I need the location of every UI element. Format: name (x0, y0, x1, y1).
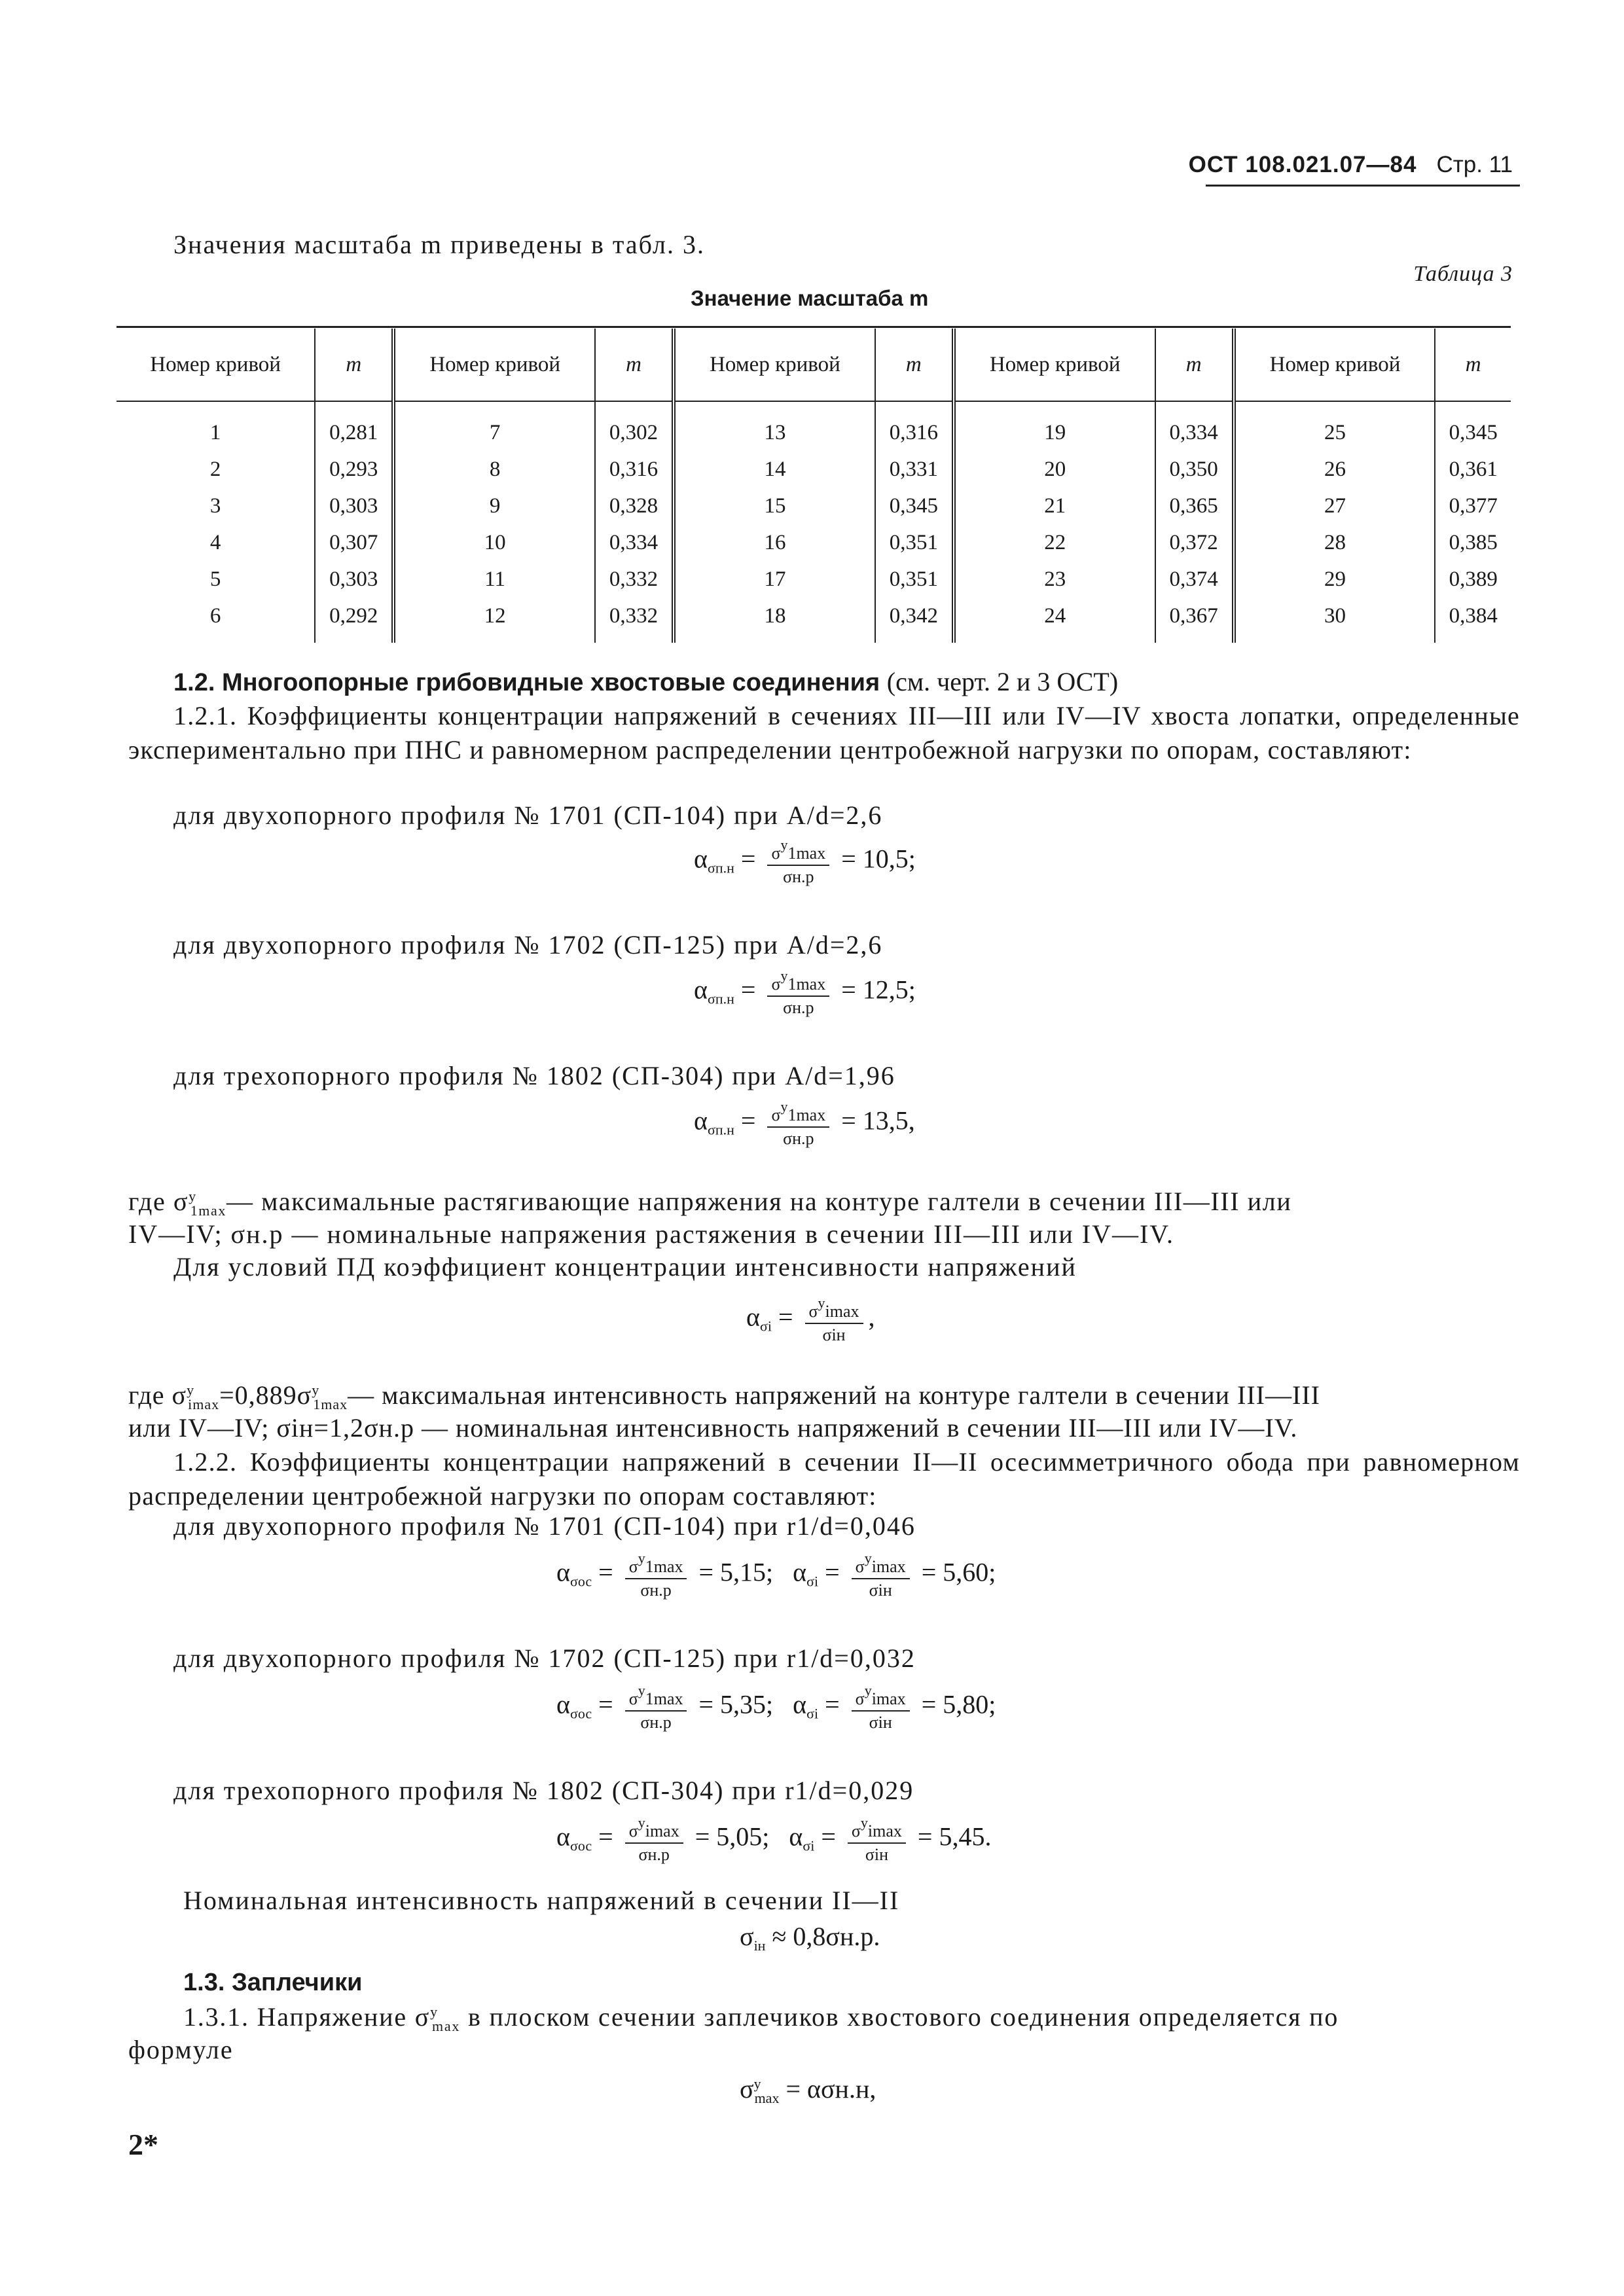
curve-number-cell: 5 (117, 561, 315, 598)
col-header-curve: Номер кривой (393, 329, 595, 401)
scale-value-cell: 0,334 (595, 524, 674, 561)
scale-value-cell: 0,303 (315, 561, 393, 598)
table-caption: Значение масштаба m (691, 286, 929, 310)
curve-number-cell: 29 (1234, 561, 1435, 598)
scale-value-cell: 0,281 (315, 401, 393, 451)
curve-number-cell: 8 (393, 451, 595, 488)
table-row (117, 524, 1511, 561)
profile-1802-line: для трехопорного профиля № 1802 (СП-304) при A/d=1,96 (173, 1061, 895, 1090)
header-rule (1206, 185, 1520, 187)
scale-value-cell: 0,374 (1155, 561, 1234, 598)
page-number: Стр. 11 (1436, 152, 1513, 177)
where-line-3: где $\sigma^y_{imax}=0,889\sigma^y_{1max}—$ максимальная интенсивность напряжений на контуре галтели в сечении III—III (128, 1380, 1320, 1412)
formula-2-value: = 12,5; (841, 975, 916, 1005)
scale-value-cell: 0,316 (595, 451, 674, 488)
page-footer-mark: 2* (128, 2128, 158, 2161)
curve-number-cell: 11 (393, 561, 595, 598)
formula-9-value: = ασн.н, (785, 2074, 876, 2104)
col-header-m: m (875, 329, 954, 401)
curve-number-cell: 18 (674, 598, 875, 643)
table-row (117, 401, 1511, 451)
formula-2: $\alpha_{\sigma п.н}$ = $\frac{\sigma^y1\max}{\sigma н.р}$ = 12,5; (694, 967, 916, 1017)
curve-number-cell: 20 (954, 451, 1155, 488)
formula-5-value: = 5,15; (698, 1557, 774, 1587)
curve-number-cell: 15 (674, 488, 875, 524)
scale-value-cell: 0,389 (1449, 567, 1498, 591)
curve-number-cell: 7 (393, 401, 595, 451)
paragraph-1-3-1-cont: формуле (128, 2035, 234, 2064)
curve-number-cell: 12 (393, 598, 595, 643)
scale-value-cell: 0,361 (1449, 457, 1498, 481)
curve-number-cell: 13 (674, 401, 875, 451)
where-2-c: — максимальная интенсивность напряжений на контуре галтели в сечении III—III (348, 1380, 1320, 1410)
formula-6b-value: = 5,80; (921, 1689, 996, 1719)
scale-value-cell: 0,302 (595, 401, 674, 451)
paragraph-1-3-1: 1.3.1. Напряжение $\sigma^y_{max}$ в плоском сечении заплечиков хвостового соединения определяется по (183, 2002, 1339, 2034)
formula-8-value: ≈ 0,8σн.р. (772, 1922, 880, 1951)
rim-1701-line: для двухопорного профиля № 1701 (СП-104) при r1/d=0,046 (173, 1511, 916, 1541)
col-header-m: m (595, 329, 674, 401)
formula-7b-value: = 5,45. (917, 1821, 992, 1852)
scale-value-cell: 0,365 (1155, 488, 1234, 524)
curve-number-cell: 26 (1234, 451, 1435, 488)
curve-number-cell: 24 (954, 598, 1155, 643)
scale-value-cell: 0,377 (1449, 493, 1498, 518)
page-header (1189, 152, 1513, 178)
formula-3-value: = 13,5, (841, 1105, 915, 1136)
profile-1702-line: для двухопорного профиля № 1702 (СП-125) при A/d=2,6 (173, 930, 883, 960)
scale-value-cell: 0,316 (875, 401, 954, 451)
curve-number-cell: 4 (117, 524, 315, 561)
p131-a: 1.3.1. Напряжение σ (183, 2002, 431, 2032)
where-2-a: где σ (128, 1380, 187, 1410)
scale-value-cell: 0,350 (1155, 451, 1234, 488)
scale-value-cell: 0,384 (1449, 603, 1498, 628)
scale-value-cell: 0,345 (875, 488, 954, 524)
scale-value-cell: 0,293 (315, 451, 393, 488)
table-top-rule (117, 326, 1511, 328)
formula-1-value: = 10,5; (841, 844, 916, 874)
col-header-curve: Номер кривой (674, 329, 875, 401)
rim-1702-line: для двухопорного профиля № 1702 (СП-125) при r1/d=0,032 (173, 1643, 916, 1673)
table-number: Таблица 3 (1413, 262, 1513, 286)
formula-9: $\sigma^y_{max} = \alpha\sigma н.н$, (740, 2074, 876, 2106)
curve-number-cell: 28 (1234, 524, 1435, 561)
scale-value-cell: 0,307 (315, 524, 393, 561)
curve-number-cell: 19 (954, 401, 1155, 451)
curve-number-cell: 30 (1234, 598, 1435, 643)
col-header-curve: Номер кривой (954, 329, 1155, 401)
paragraph-1-2-1: 1.2.1. Коэффициенты концентрации напряжений в сечениях III—III или IV—IV хвоста лопатки, определенные экспериментально при ПНС и равномерном распределении центробежной нагрузки по опорам, составляют: (128, 701, 1520, 764)
scale-value-cell: 0,385 (1449, 530, 1498, 554)
section-1-3-title: 1.3. Заплечики (183, 1969, 363, 1996)
p131-b: в плоском сечении заплечиков хвостового соединения определяется по (468, 2002, 1339, 2032)
scale-value-cell: 0,345 (1449, 420, 1498, 444)
curve-number-cell: 16 (674, 524, 875, 561)
formula-5: $\alpha_{\sigma ос}$ = $\frac{\sigma^y1\max}{\sigma н.р}$ = 5,15; $\alpha_{\sigma i}$ = $\frac{\sigma^yimax}{\text{σiн}}$ = 5,60; (556, 1550, 996, 1600)
scale-value-cell: 0,351 (875, 561, 954, 598)
standard-number: ОСТ 108.021.07—84 (1188, 152, 1417, 177)
table-row (117, 598, 1511, 643)
formula-5b-value: = 5,60; (921, 1557, 996, 1587)
rim-1802-line: для трехопорного профиля № 1802 (СП-304) при r1/d=0,029 (173, 1776, 914, 1805)
curve-number-cell: 10 (393, 524, 595, 561)
scale-value-cell: 0,334 (1155, 401, 1234, 451)
where-line-4: или IV—IV; σiн=1,2σн.р — номинальная интенсивность напряжений в сечении III—III или IV—IV. (128, 1413, 1298, 1443)
scale-value-cell: 0,367 (1155, 598, 1234, 643)
curve-number-cell: 6 (117, 598, 315, 643)
scale-value-cell: 0,332 (595, 561, 674, 598)
formula-7: $\alpha_{\sigma ос}$ = $\frac{\sigma^yimax}{\sigma н.р}$ = 5,05; $\alpha_{\sigma i}$ = $\frac{\sigma^yimax}{\text{σiн}}$ = 5,45. (556, 1814, 992, 1864)
nominal-line: Номинальная интенсивность напряжений в сечении II—II (183, 1886, 900, 1915)
curve-number-cell: 9 (393, 488, 595, 524)
formula-1: $\alpha_{\sigma п.н}$ = $\frac{\sigma^y1\max}{\sigma н.р}$ = 10,5; (694, 836, 916, 886)
scale-value-cell: 0,351 (875, 524, 954, 561)
scale-value-cell: 0,331 (875, 451, 954, 488)
curve-number-cell: 21 (954, 488, 1155, 524)
section-1-2-ref: (см. черт. 2 и 3 ОСТ) (886, 667, 1119, 696)
curve-number-cell: 25 (1234, 401, 1435, 451)
curve-number-cell: 14 (674, 451, 875, 488)
where-2-b: =0,889σ (219, 1380, 312, 1410)
formula-3: $\alpha_{\sigma п.н}$ = $\frac{\sigma^y1\max}{\sigma н.р}$ = 13,5, (694, 1098, 915, 1148)
formula-8: $\sigma_{iн} \approx 0,8\sigma н.р$. (740, 1922, 880, 1954)
scale-table (117, 329, 1511, 643)
pd-line: Для условий ПД коэффициент концентрации интенсивности напряжений (173, 1252, 1077, 1282)
scale-value-cell: 0,332 (595, 598, 674, 643)
curve-number-cell: 1 (117, 401, 315, 451)
col-header-curve: Номер кривой (117, 329, 315, 401)
scale-value-cell: 0,303 (315, 488, 393, 524)
section-1-2-title (173, 666, 1118, 697)
where-1-a: где σ (128, 1187, 189, 1216)
where-1-b: — максимальные растягивающие напряжения на контуре галтели в сечении III—III или (226, 1187, 1292, 1216)
curve-number-cell: 27 (1234, 488, 1435, 524)
scale-value-cell: 0,292 (315, 598, 393, 643)
curve-number-cell: 17 (674, 561, 875, 598)
formula-6: $\alpha_{\sigma ос}$ = $\frac{\sigma^y1\max}{\sigma н.р}$ = 5,35; $\alpha_{\sigma i}$ = $\frac{\sigma^yimax}{\text{σiн}}$ = 5,80; (556, 1682, 996, 1732)
where-line-2: IV—IV; σн.р — номинальные напряжения растяжения в сечении III—III или IV—IV. (128, 1219, 1175, 1249)
where-line-1: где $\sigma^y_{1max}—$ максимальные растягивающие напряжения на контуре галтели в сечении III—III или (128, 1187, 1292, 1219)
table-row (117, 488, 1511, 524)
curve-number-cell: 23 (954, 561, 1155, 598)
col-header-curve: Номер кривой (1234, 329, 1435, 401)
formula-4: $\alpha_{\sigma i}$ = $\frac{\sigma^yimax}{\text{σiн}}$ , (746, 1295, 875, 1344)
scale-value-cell: 0,328 (595, 488, 674, 524)
col-header-m: m (315, 329, 393, 401)
col-header-m: m (1435, 329, 1511, 401)
scale-value-cell: 0,342 (875, 598, 954, 643)
table-row (117, 561, 1511, 598)
profile-1701-line: для двухопорного профиля № 1701 (СП-104) при A/d=2,6 (173, 800, 883, 830)
curve-number-cell: 3 (117, 488, 315, 524)
formula-7-value: = 5,05; (695, 1821, 770, 1852)
formula-6-value: = 5,35; (698, 1689, 774, 1719)
col-header-m: m (1155, 329, 1234, 401)
intro-text: Значения масштаба m приведены в табл. 3. (173, 230, 705, 259)
curve-number-cell: 22 (954, 524, 1155, 561)
curve-number-cell: 2 (117, 451, 315, 488)
section-1-2-heading: 1.2. Многоопорные грибовидные хвостовые соединения (173, 669, 880, 696)
paragraph-1-2-2: 1.2.2. Коэффициенты концентрации напряжений в сечении II—II осесимметричного обода при равномерном распределении центробежной нагрузки по опорам составляют: (128, 1447, 1520, 1511)
table-row (117, 451, 1511, 488)
scale-value-cell: 0,372 (1155, 524, 1234, 561)
